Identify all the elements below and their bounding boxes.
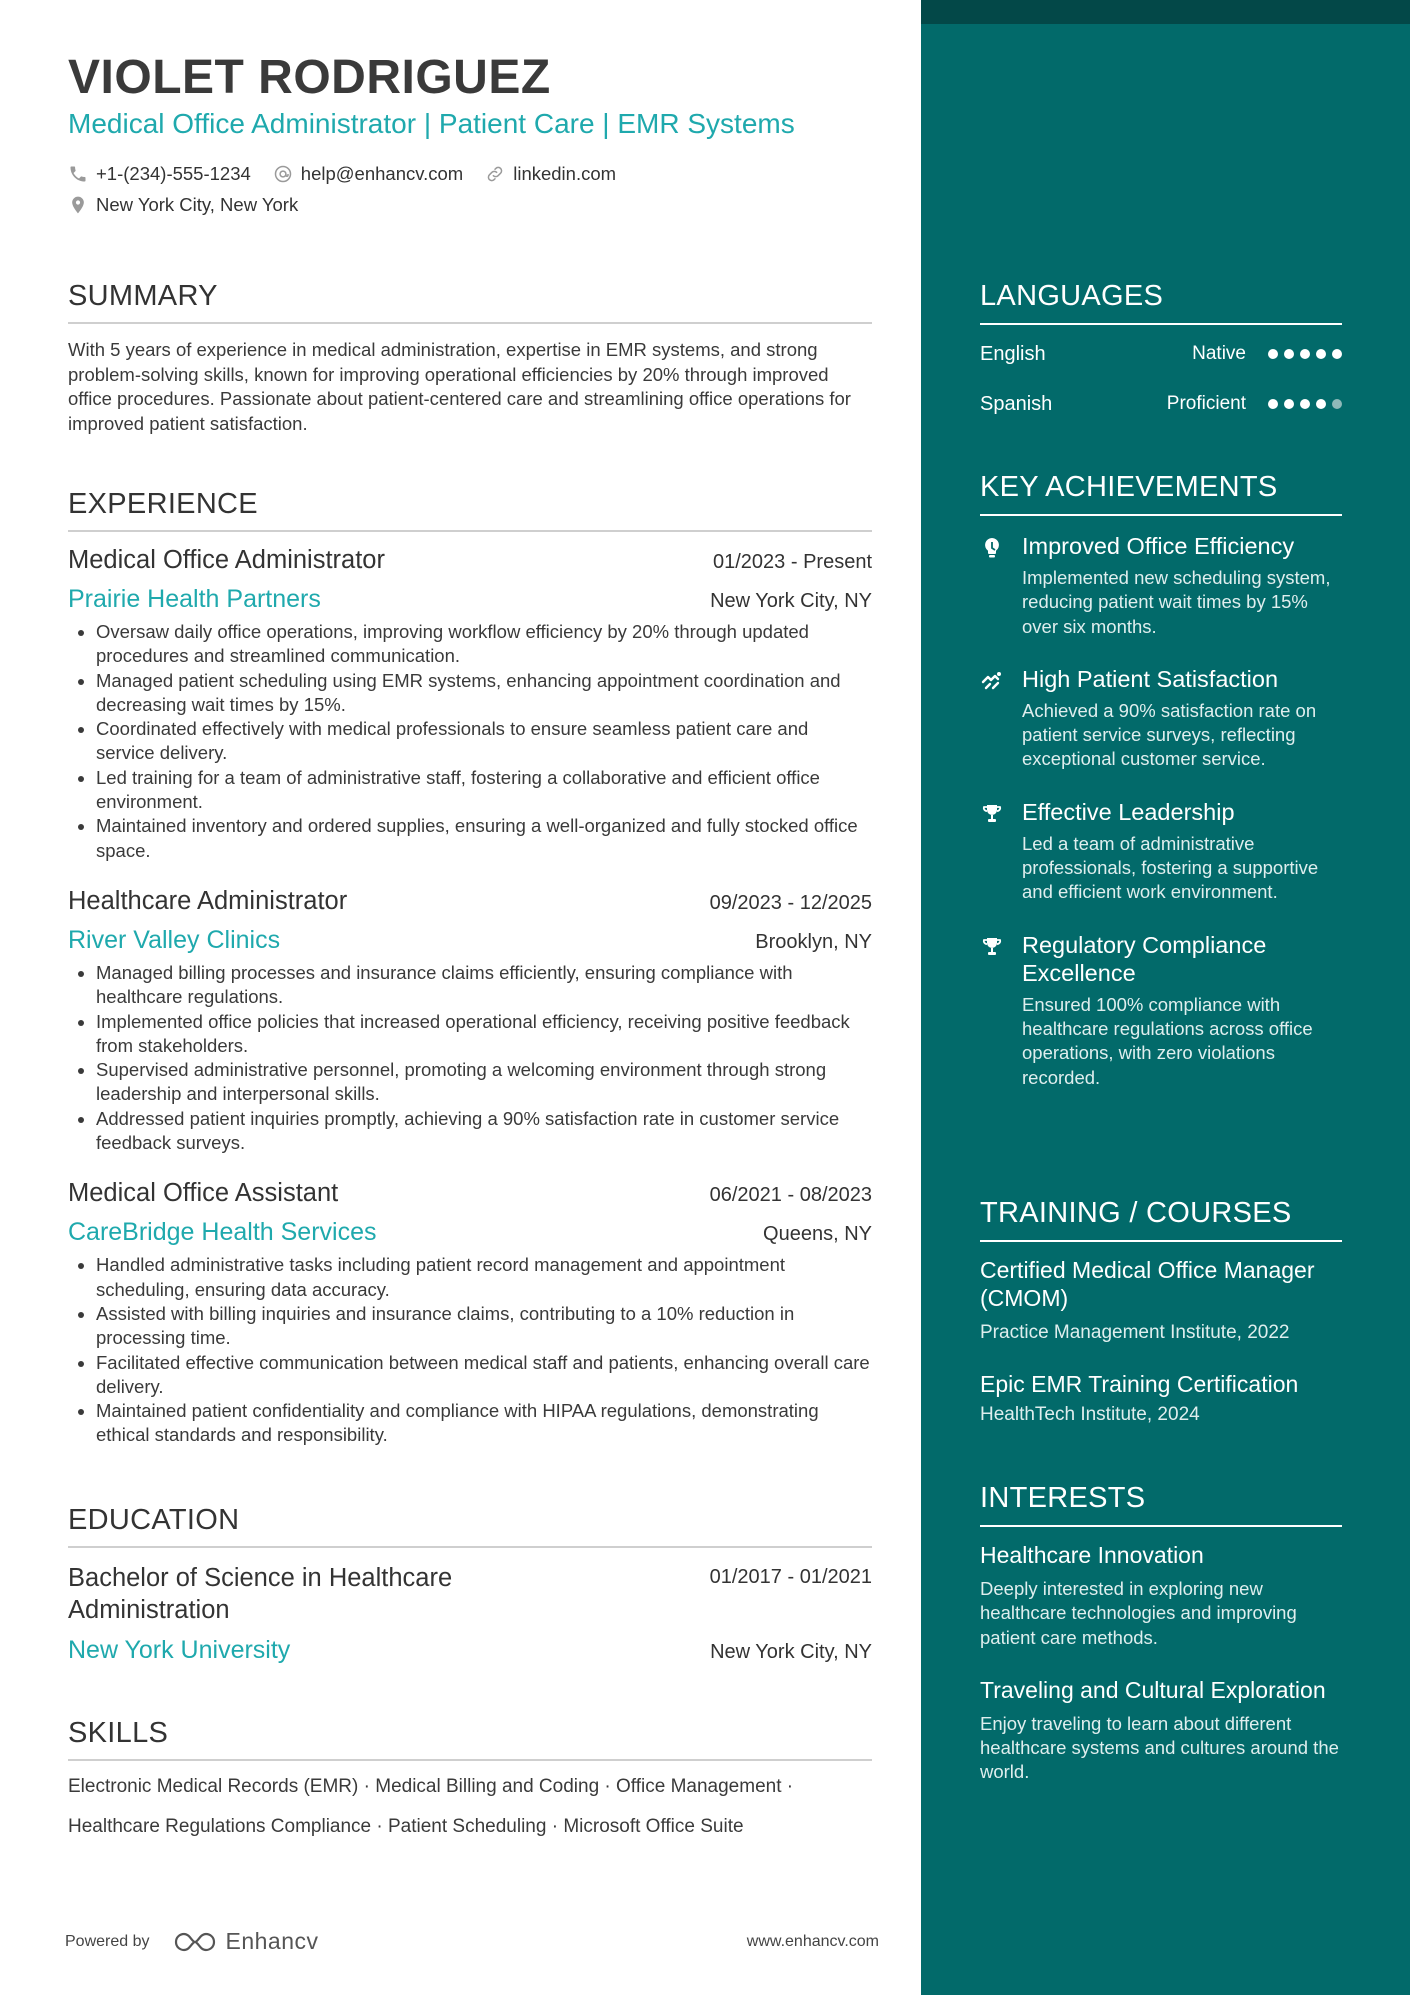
language-level: Proficient xyxy=(1166,393,1246,414)
achievement-item xyxy=(980,798,1342,905)
rating-dot-filled xyxy=(1300,399,1310,409)
phone-contact[interactable] xyxy=(68,163,251,185)
interest-item xyxy=(980,1676,1342,1785)
languages-title: LANGUAGES xyxy=(980,280,1342,325)
job-company: Prairie Health Partners xyxy=(68,585,321,613)
enhancv-logo[interactable] xyxy=(172,1928,319,1955)
experience-section xyxy=(68,488,872,1448)
enhancv-logo-icon xyxy=(172,1930,218,1954)
achievement-item xyxy=(980,532,1342,639)
footer xyxy=(65,1928,879,1955)
phone-text: +1-(234)-555-1234 xyxy=(96,163,251,184)
bullet: • Handled administrative tasks including patient record management and appointment scheduling, ensuring data accuracy. xyxy=(96,1253,872,1302)
skills-line: Healthcare Regulations Compliance · Patient Scheduling · Microsoft Office Suite xyxy=(68,1816,744,1837)
link-icon xyxy=(485,164,505,184)
education-section xyxy=(68,1504,872,1665)
language-level: Native xyxy=(1192,343,1246,364)
job-entry xyxy=(68,887,872,1155)
headline: Medical Office Administrator | Patient Care | EMR Systems xyxy=(68,108,795,139)
training-section xyxy=(980,1197,1342,1426)
rating-dot-filled xyxy=(1316,349,1326,359)
rating-dot-filled xyxy=(1268,399,1278,409)
lightbulb-icon xyxy=(980,532,1004,639)
skills-line: Electronic Medical Records (EMR) · Medical Billing and Coding · Office Management · xyxy=(68,1776,794,1797)
bullet: • Maintained inventory and ordered supplies, ensuring a well-organized and fully stocked office space. xyxy=(96,814,872,863)
job-location: New York City, NY xyxy=(710,590,872,612)
education-title: EDUCATION xyxy=(68,1504,872,1548)
job-location: Brooklyn, NY xyxy=(755,930,872,953)
bullet: • Oversaw daily office operations, improving workflow efficiency by 20% through updated procedures and streamlined communication. xyxy=(96,620,872,669)
language-name: Spanish xyxy=(980,392,1053,415)
achievement-title: High Patient Satisfaction xyxy=(1022,665,1279,692)
job-company: CareBridge Health Services xyxy=(68,1218,377,1247)
powered-by-label: Powered by xyxy=(65,1932,150,1950)
language-row xyxy=(980,337,1342,371)
phone-icon xyxy=(68,164,88,184)
trophy-icon xyxy=(980,798,1004,905)
bullet: • Implemented office policies that increased operational efficiency, receiving positive feedback from stakeholders. xyxy=(96,1010,872,1059)
training-title: TRAINING / COURSES xyxy=(980,1197,1342,1242)
email-contact[interactable] xyxy=(273,163,463,185)
bullet: • Maintained patient confidentiality and compliance with HIPAA regulations, demonstrating ethical standards and responsibility. xyxy=(96,1399,872,1448)
rating-dot-filled xyxy=(1300,349,1310,359)
job-dates: 09/2023 - 12/2025 xyxy=(709,891,872,914)
skills-title: SKILLS xyxy=(68,1717,872,1761)
powered-by xyxy=(65,1928,319,1955)
sidebar-top-bar xyxy=(921,0,1410,24)
bullet: • Supervised administrative personnel, promoting a welcoming environment through strong leadership and interpersonal skills. xyxy=(96,1058,872,1107)
experience-title: EXPERIENCE xyxy=(68,488,872,532)
achievement-desc: Achieved a 90% satisfaction rate on patient service surveys, reflecting exceptional customer service. xyxy=(1022,699,1317,770)
interests-section xyxy=(980,1482,1342,1785)
summary-title: SUMMARY xyxy=(68,280,872,324)
interest-title: Traveling and Cultural Exploration xyxy=(980,1676,1326,1703)
language-rating xyxy=(1268,349,1342,359)
achievement-desc: Implemented new scheduling system, reducing patient wait times by 15% over six months. xyxy=(1022,567,1331,637)
language-row xyxy=(980,387,1342,421)
location-text: New York City, New York xyxy=(96,194,299,215)
achievement-item xyxy=(980,931,1342,1090)
achievement-title: Effective Leadership xyxy=(1022,798,1235,825)
course-item xyxy=(980,1256,1342,1344)
achievement-title: Improved Office Efficiency xyxy=(1022,533,1295,559)
skills-section xyxy=(68,1717,872,1847)
achievement-title: Regulatory Compliance Excellence xyxy=(1022,931,1267,986)
language-rating xyxy=(1268,399,1342,409)
bullet: • Managed patient scheduling using EMR systems, enhancing appointment coordination and decreasing wait times by 15%. xyxy=(96,669,872,718)
job-dates: 06/2021 - 08/2023 xyxy=(709,1184,872,1207)
interests-title: INTERESTS xyxy=(980,1482,1342,1527)
bullet: • Coordinated effectively with medical professionals to ensure seamless patient care and service delivery. xyxy=(96,717,872,766)
bullet: • Led training for a team of administrative staff, fostering a collaborative and efficient office environment. xyxy=(96,766,872,815)
rating-dot-filled xyxy=(1316,399,1326,409)
location-contact xyxy=(68,194,298,216)
rating-dot-filled xyxy=(1284,349,1294,359)
course-item xyxy=(980,1370,1342,1426)
job-bullets xyxy=(68,620,872,863)
brand-name: Enhancv xyxy=(225,1928,319,1954)
job-company: River Valley Clinics xyxy=(68,925,281,954)
interest-desc: Deeply interested in exploring new healthcare technologies and improving patient care methods. xyxy=(980,1578,1297,1648)
course-title: Certified Medical Office Manager (CMOM) xyxy=(980,1257,1315,1311)
degree: Bachelor of Science in Healthcare Administration xyxy=(68,1564,453,1624)
achievements-title: KEY ACHIEVEMENTS xyxy=(980,471,1342,516)
at-icon xyxy=(273,164,293,184)
achievement-desc: Led a team of administrative professionals, fostering a supportive and efficient work environment. xyxy=(1022,832,1319,903)
bullet: • Assisted with billing inquiries and insurance claims, contributing to a 10% reduction in processing time. xyxy=(96,1302,872,1351)
bullet: • Managed billing processes and insurance claims efficiently, ensuring compliance with healthcare regulations. xyxy=(96,961,872,1010)
bullet: • Facilitated effective communication between medical staff and patients, enhancing overall care delivery. xyxy=(96,1351,872,1400)
summary-section xyxy=(68,280,872,436)
rating-dot-filled xyxy=(1268,349,1278,359)
achievements-section xyxy=(980,471,1342,1090)
job-bullets xyxy=(68,1253,872,1447)
hands-icon xyxy=(980,665,1004,772)
language-name: English xyxy=(980,342,1046,365)
education-dates: 01/2017 - 01/2021 xyxy=(709,1566,872,1588)
linkedin-contact[interactable] xyxy=(485,163,616,185)
interest-item xyxy=(980,1541,1342,1650)
summary-text: With 5 years of experience in medical administration, expertise in EMR systems, and strong problem-solving skills, known for improving operational efficiencies by 20% through improved office procedures. Passionate about patient-centered care and streamlining office operations for improved patient satisfaction. xyxy=(68,339,851,434)
interest-desc: Enjoy traveling to learn about different healthcare systems and cultures around the world. xyxy=(980,1712,1339,1783)
languages-section xyxy=(980,280,1342,421)
course-title: Epic EMR Training Certification xyxy=(980,1371,1299,1397)
rating-dot-filled xyxy=(1284,399,1294,409)
trophy-icon xyxy=(980,931,1004,1090)
footer-url[interactable]: www.enhancv.com xyxy=(746,1932,879,1950)
achievement-item xyxy=(980,665,1342,772)
job-location: Queens, NY xyxy=(763,1223,872,1246)
candidate-name: VIOLET RODRIGUEZ xyxy=(68,51,551,104)
email-text: help@enhancv.com xyxy=(300,163,464,184)
course-provider: Practice Management Institute, 2022 xyxy=(980,1322,1290,1343)
job-entry xyxy=(68,1179,872,1447)
rating-dot-empty xyxy=(1332,399,1342,409)
school: New York University xyxy=(68,1636,291,1664)
job-title: Healthcare Administrator xyxy=(68,886,348,915)
job-bullets xyxy=(68,961,872,1155)
course-provider: HealthTech Institute, 2024 xyxy=(980,1404,1200,1425)
job-dates: 01/2023 - Present xyxy=(713,551,872,573)
job-entry xyxy=(68,546,872,863)
bullet: • Addressed patient inquiries promptly, achieving a 90% satisfaction rate in customer service feedback surveys. xyxy=(96,1107,872,1156)
job-title: Medical Office Assistant xyxy=(68,1179,339,1208)
job-title: Medical Office Administrator xyxy=(68,546,385,574)
education-location: New York City, NY xyxy=(710,1641,872,1663)
achievement-desc: Ensured 100% compliance with healthcare regulations across office operations, with zero violations recorded. xyxy=(1022,993,1313,1088)
linkedin-text: linkedin.com xyxy=(513,163,617,184)
rating-dot-filled xyxy=(1332,349,1342,359)
education-entry xyxy=(68,1562,872,1665)
location-pin-icon xyxy=(68,195,88,215)
contact-info xyxy=(68,160,868,222)
interest-title: Healthcare Innovation xyxy=(980,1542,1204,1568)
